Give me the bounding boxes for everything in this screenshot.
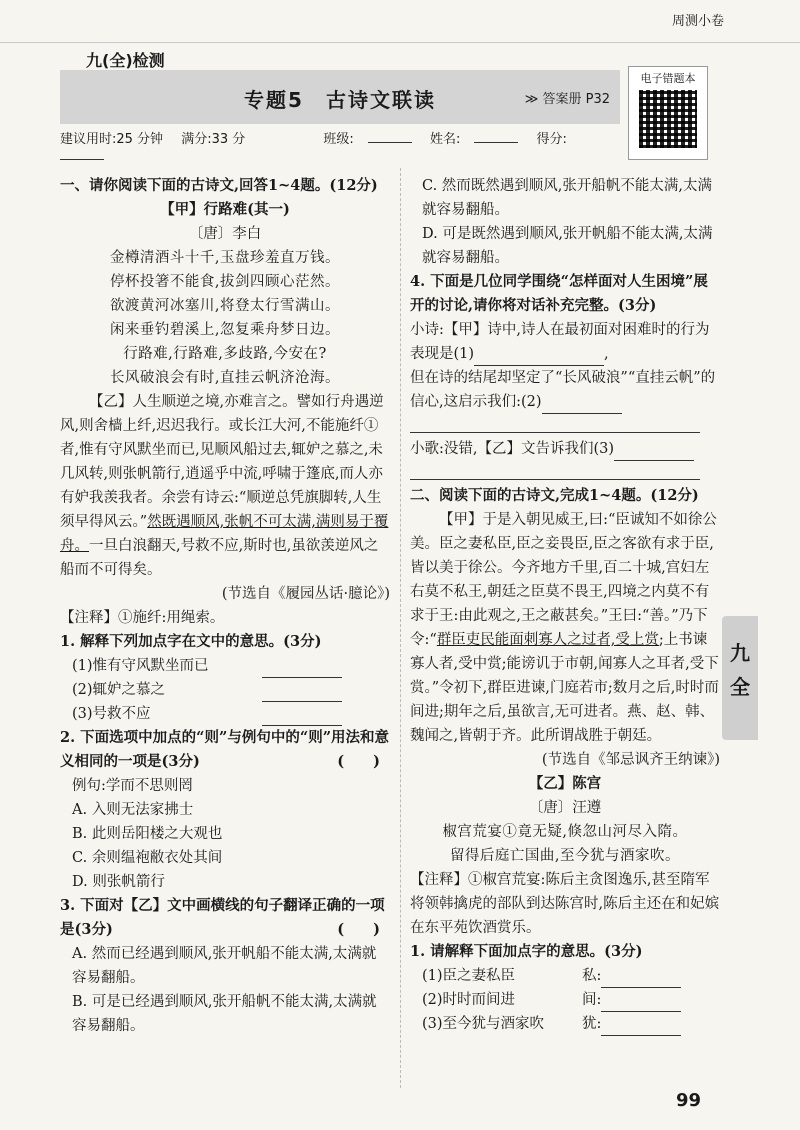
score-info: 满分:33 分 [181,132,246,147]
answer-blank[interactable] [614,446,694,461]
answer-blank[interactable] [542,399,622,414]
annotation: 【注释】①施纤:用绳索。 [60,610,225,626]
weekly-label: 周测小卷 [671,14,724,29]
annotation: 【注释】①椒宫荒宴:陈后主贪图逸乐,甚至隋军将领韩擒虎的部队到达陈宫时,陈后主还在和妃嫔在东平苑饮酒赏乐。 [410,872,720,936]
name-field[interactable] [474,130,518,143]
sub-question-text: (3)至今犹与酒家吹 [422,1016,545,1032]
dialogue-line: 小诗:【甲】诗中,诗人在最初面对困难时的行为表现是(1) , [410,318,720,366]
question-2 [60,726,390,774]
answer-blank[interactable] [410,461,700,480]
q1-items [60,654,390,726]
answer-blank[interactable] [474,351,604,366]
poem-line: 欲渡黄河冰塞川,将登太行雪满山。 [109,298,341,314]
answer-bracket[interactable]: ( ) [337,753,380,770]
side-tab-char: 九 [730,641,750,665]
page-number: 99 [676,1090,702,1111]
prose-text: 【乙】人生顺逆之境,亦难言之。譬如行舟遇逆风,则舍樯上纤,迟迟我行。或长江大河,不能施纤①者,惟有守风默坐而已,见顺风船过去,辄妒之慕之,未几风转,则张帆箭行,逍遥乎中流,呼啸于篷底,而人亦有妒我羡我者。余尝有诗云:“顺逆总凭旗脚转,人生须早得风云。” [60,394,384,530]
question-3 [60,894,390,942]
sub-question-text: (1)臣之妻私臣 [422,968,516,984]
poem-line: 行路难,行路难,多歧路,今安在? [123,346,327,362]
key-char: 间: [582,992,602,1008]
answer-option[interactable]: B. 可是已经遇到顺风,张开船帆不能太满,太满就容易翻船。 [72,994,377,1034]
example-sentence: 例句:学而不思则罔 [72,778,193,794]
answer-blank[interactable] [601,997,681,1012]
sub-question-text: (1)惟有守风默坐而已 [72,658,209,674]
underlined-sentence: 然既遇顺风,张帆不可太满,满则易于覆舟。 [60,514,389,554]
side-tab [722,616,758,740]
key-char: 犹: [582,1016,602,1032]
poem-line: 停杯投箸不能食,拔剑四顾心茫然。 [109,274,341,290]
answer-blank[interactable] [262,687,342,702]
score-label: 得分: [536,132,567,147]
source-citation: (节选自《履园丛话·臆论》) [221,586,390,602]
question-1: 1. 解释下列加点字在文中的意思。(3分) [60,633,322,650]
answer-blank[interactable] [410,414,700,433]
page-title: 专题5 古诗文联读 [244,88,436,112]
q5-items [410,964,720,1036]
answer-option[interactable]: A. 然而已经遇到顺风,张开帆船不能太满,太满就容易翻船。 [72,946,377,986]
poem-author: 〔唐〕汪遵 [528,800,602,816]
qr-code-icon[interactable] [639,90,697,148]
info-bar [60,128,620,152]
answer-reference: ≫ 答案册 P32 [524,92,610,107]
poem-title: 【甲】行路难(其一) [160,201,290,218]
class-field[interactable] [368,130,412,143]
answer-option[interactable]: B. 此则岳阳楼之大观也 [72,826,223,842]
question-text: 2. 下面选项中加点的“则”与例句中的“则”用法和意义相同的一项是(3分) [60,729,390,770]
column-divider [400,168,401,1088]
answer-blank[interactable] [601,1021,681,1036]
sub-question [410,1012,720,1036]
qr-label: 电子错题本 [640,72,696,85]
q2-options [60,798,390,894]
prose-passage [60,390,390,582]
answer-option[interactable]: A. 入则无法家拂士 [72,802,194,818]
prose-text: 【甲】于是入朝见威王,曰:“臣诚知不如徐公美。臣之妻私臣,臣之妾畏臣,臣之客欲有求于臣,皆以美于徐公。今齐地方千里,百二十城,宫妇左右莫不私王,朝廷之臣莫不畏王,四境之内莫不有求于王:由此观之,王之蔽甚矣。”王曰:“善。”乃下令:“ [410,512,717,648]
sub-question [410,988,720,1012]
sub-question-text: (2)时时而间进 [422,992,516,1008]
prose-passage [410,508,720,748]
answer-option[interactable]: C. 余则缊袍敝衣处其间 [72,850,223,866]
poem-line: 留得后庭亡国曲,至今犹与酒家吹。 [449,848,681,864]
title-banner [60,70,620,124]
answer-bracket[interactable]: ( ) [337,921,380,938]
question-text: 3. 下面对【乙】文中画横线的句子翻译正确的一项是(3分) [60,897,385,938]
answer-blank[interactable] [262,711,342,726]
q3-options-continued [410,174,720,270]
question-4: 4. 下面是几位同学围绕“怎样面对人生困境”展开的讨论,请你将对话补充完整。(3分) [410,273,708,314]
poem-body [410,820,720,868]
class-label: 班级: [323,132,354,147]
poem-title: 【乙】陈宫 [528,775,602,792]
prose-text: 一旦白浪翻天,号救不应,斯时也,虽欲羡逆风之船而不可得矣。 [60,538,379,578]
qr-code-box[interactable] [628,66,708,160]
answer-blank[interactable] [262,663,342,678]
answer-option[interactable]: D. 可是既然遇到顺风,张开帆船不能太满,太满就容易翻船。 [422,226,713,266]
dialogue-text: 但在诗的结尾却坚定了“长风破浪”“直挂云帆”的信心,这启示我们:(2) [410,370,716,410]
side-tab-char: 全 [730,675,750,699]
sub-question [60,654,390,678]
sub-question [410,964,720,988]
poem-body [60,246,390,390]
score-field[interactable] [60,147,104,160]
prose-text: ;上书谏寡人者,受中赏;能谤讥于市朝,闻寡人之耳者,受下赏。”令初下,群臣进谏,门庭若市;数月之后,时时而间进;期年之后,虽欲言,无可进者。燕、赵、韩、魏闻之,皆朝于齐。此所谓战胜于朝廷。 [410,632,719,744]
key-char: 私: [582,968,602,984]
dialogue-line [410,366,720,414]
answer-option[interactable]: C. 然而既然遇到顺风,张开船帆不能太满,太满就容易翻船。 [422,178,713,218]
source-citation: (节选自《邹忌讽齐王纳谏》) [541,752,720,768]
left-column [60,174,390,1038]
poem-author: 〔唐〕李白 [188,226,262,242]
answer-option[interactable]: D. 则张帆箭行 [72,874,165,890]
sub-question-text: (2)辄妒之慕之 [72,682,166,698]
section-heading: 一、请你阅读下面的古诗文,回答1~4题。(12分) [60,177,378,194]
sub-question [60,678,390,702]
dialogue-text: 小歌:没错,【乙】文告诉我们(3) [410,441,615,457]
right-column [410,174,720,1036]
sub-question [60,702,390,726]
underlined-sentence: 群臣吏民能面刺寡人之过者,受上赏 [436,632,659,648]
dialogue-text: 小诗:【甲】诗中,诗人在最初面对困难时的行为表现是(1) [410,322,710,362]
poem-line: 长风破浪会有时,直挂云帆济沧海。 [109,370,341,386]
name-label: 姓名: [429,132,461,147]
q3-options [60,942,390,1038]
section-heading: 二、阅读下面的古诗文,完成1~4题。(12分) [410,487,699,504]
question-5: 1. 请解释下面加点字的意思。(3分) [410,943,643,960]
sub-question-text: (3)号救不应 [72,706,151,722]
poem-line: 闲来垂钓碧溪上,忽复乘舟梦日边。 [109,322,341,338]
poem-line: 金樽清酒斗十千,玉盘珍羞直万钱。 [109,250,341,266]
time-info: 建议用时:25 分钟 [60,132,164,147]
series-label: 九(全)检测 [86,51,165,70]
answer-blank[interactable] [601,973,681,988]
poem-line: 椒宫荒宴①竟无疑,倏忽山河尽入隋。 [442,824,688,840]
dialogue-line [410,437,720,461]
